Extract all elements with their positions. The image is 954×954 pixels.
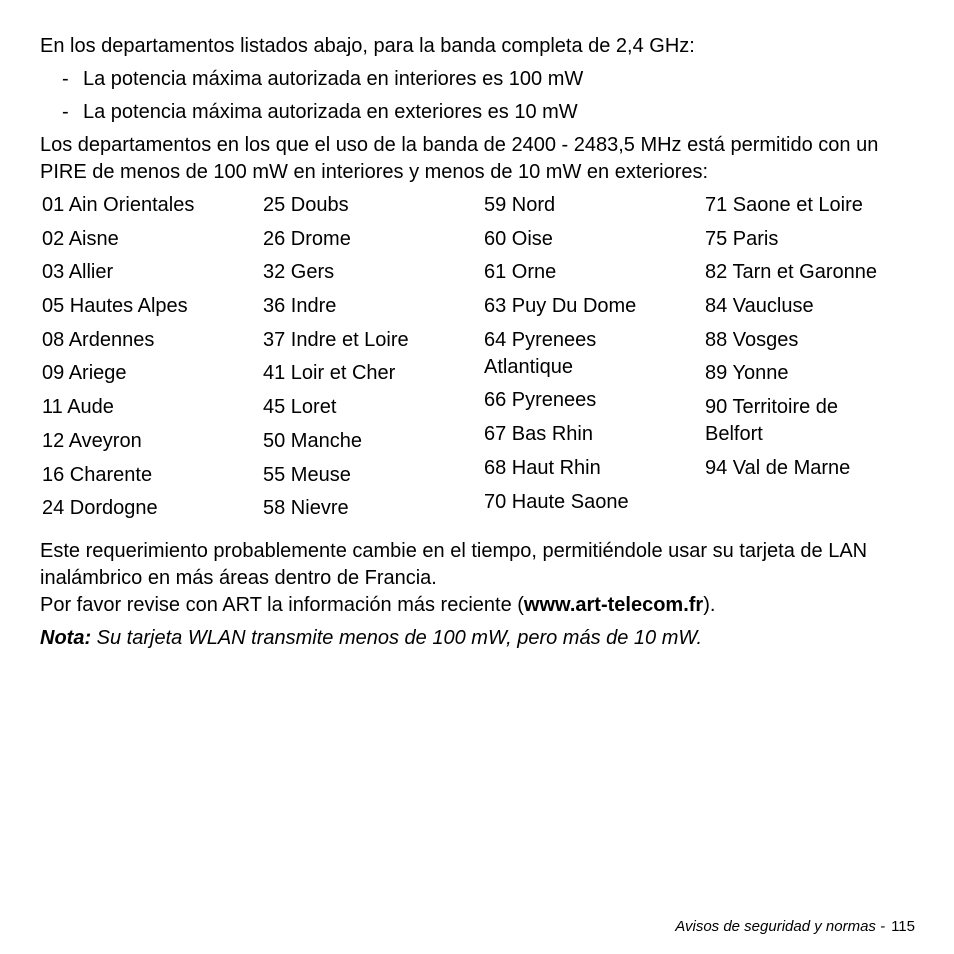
department-item: 26 Drome bbox=[263, 227, 351, 250]
department-item: 89 Yonne bbox=[705, 362, 789, 385]
department-item: 16 Charente bbox=[42, 463, 153, 486]
department-item: 08 Ardennes bbox=[42, 328, 155, 351]
department-item: 94 Val de Marne bbox=[705, 456, 851, 479]
footer-section-title: Avisos de seguridad y normas - bbox=[675, 918, 886, 935]
department-item: 88 Vosges bbox=[705, 328, 799, 351]
department-item: 09 Ariege bbox=[42, 362, 127, 385]
department-item: 64 Pyrenees Atlantique bbox=[484, 328, 597, 378]
department-item: 55 Meuse bbox=[263, 463, 351, 486]
department-item: 60 Oise bbox=[484, 227, 553, 250]
department-item: 68 Haut Rhin bbox=[484, 456, 601, 479]
document-body bbox=[40, 33, 920, 652]
department-item: 61 Orne bbox=[484, 261, 557, 284]
art-telecom-link[interactable]: www.art-telecom.fr bbox=[523, 593, 704, 616]
department-item: 11 Aude bbox=[42, 396, 114, 419]
department-item: 63 Puy Du Dome bbox=[484, 295, 637, 318]
department-item: 90 Territoire de Belfort bbox=[705, 396, 839, 446]
page-number: 115 bbox=[891, 918, 915, 935]
bullet-dash: - bbox=[62, 101, 69, 123]
department-item: 05 Hautes Alpes bbox=[42, 295, 188, 318]
note-label: Nota: bbox=[40, 626, 92, 649]
department-item: 37 Indre et Loire bbox=[263, 328, 409, 351]
department-item: 36 Indre bbox=[263, 295, 337, 318]
department-item: 75 Paris bbox=[705, 227, 779, 250]
closing-text: Este requerimiento probablemente cambie en el tiempo, permitiéndole usar su tarjeta de LAN inalámbrico en más áreas dentro de Francia. bbox=[40, 539, 868, 589]
department-item: 32 Gers bbox=[263, 261, 335, 284]
department-item: 66 Pyrenees bbox=[484, 389, 597, 412]
bullet-item bbox=[40, 99, 920, 126]
department-item: 02 Aisne bbox=[42, 227, 119, 250]
departments-column bbox=[705, 192, 926, 529]
bullet-text: La potencia máxima autorizada en exteriores es 10 mW bbox=[83, 101, 578, 123]
bullet-list bbox=[40, 66, 920, 126]
department-item: 45 Loret bbox=[263, 396, 337, 419]
department-item: 50 Manche bbox=[263, 429, 362, 452]
department-item: 82 Tarn et Garonne bbox=[705, 261, 877, 284]
department-item: 58 Nievre bbox=[263, 497, 349, 520]
department-item: 71 Saone et Loire bbox=[705, 194, 863, 216]
closing-text-suffix: ). bbox=[703, 593, 716, 616]
department-item: 03 Allier bbox=[42, 261, 114, 284]
closing-paragraph bbox=[40, 538, 920, 619]
bullet-item bbox=[40, 66, 920, 93]
department-item: 41 Loir et Cher bbox=[263, 362, 396, 385]
department-item: 01 Ain Orientales bbox=[42, 194, 195, 216]
department-item: 67 Bas Rhin bbox=[484, 423, 593, 446]
note-text: Su tarjeta WLAN transmite menos de 100 mW, pero más de 10 mW. bbox=[91, 626, 703, 649]
bullet-dash: - bbox=[62, 68, 69, 90]
intro-paragraph: En los departamentos listados abajo, para la banda completa de 2,4 GHz: bbox=[40, 35, 695, 57]
department-item: 12 Aveyron bbox=[42, 429, 142, 452]
departments-column bbox=[484, 192, 705, 529]
department-item: 25 Doubs bbox=[263, 194, 349, 216]
departments-intro: Los departamentos en los que el uso de la banda de 2400 - 2483,5 MHz está permitido con un PIRE de menos de 100 mW en interiores y menos de 10 mW en exteriores: bbox=[40, 134, 879, 183]
department-item: 59 Nord bbox=[484, 194, 556, 216]
departments-table bbox=[42, 192, 920, 529]
departments-column bbox=[263, 192, 484, 529]
department-item: 84 Vaucluse bbox=[705, 295, 814, 318]
page-footer bbox=[675, 917, 915, 937]
departments-column bbox=[42, 192, 263, 529]
note-paragraph bbox=[40, 625, 920, 652]
bullet-text: La potencia máxima autorizada en interiores es 100 mW bbox=[83, 68, 584, 90]
department-item: 24 Dordogne bbox=[42, 497, 158, 520]
closing-text-prefix: Por favor revise con ART la información más reciente ( bbox=[40, 593, 524, 616]
department-item: 70 Haute Saone bbox=[484, 490, 629, 513]
